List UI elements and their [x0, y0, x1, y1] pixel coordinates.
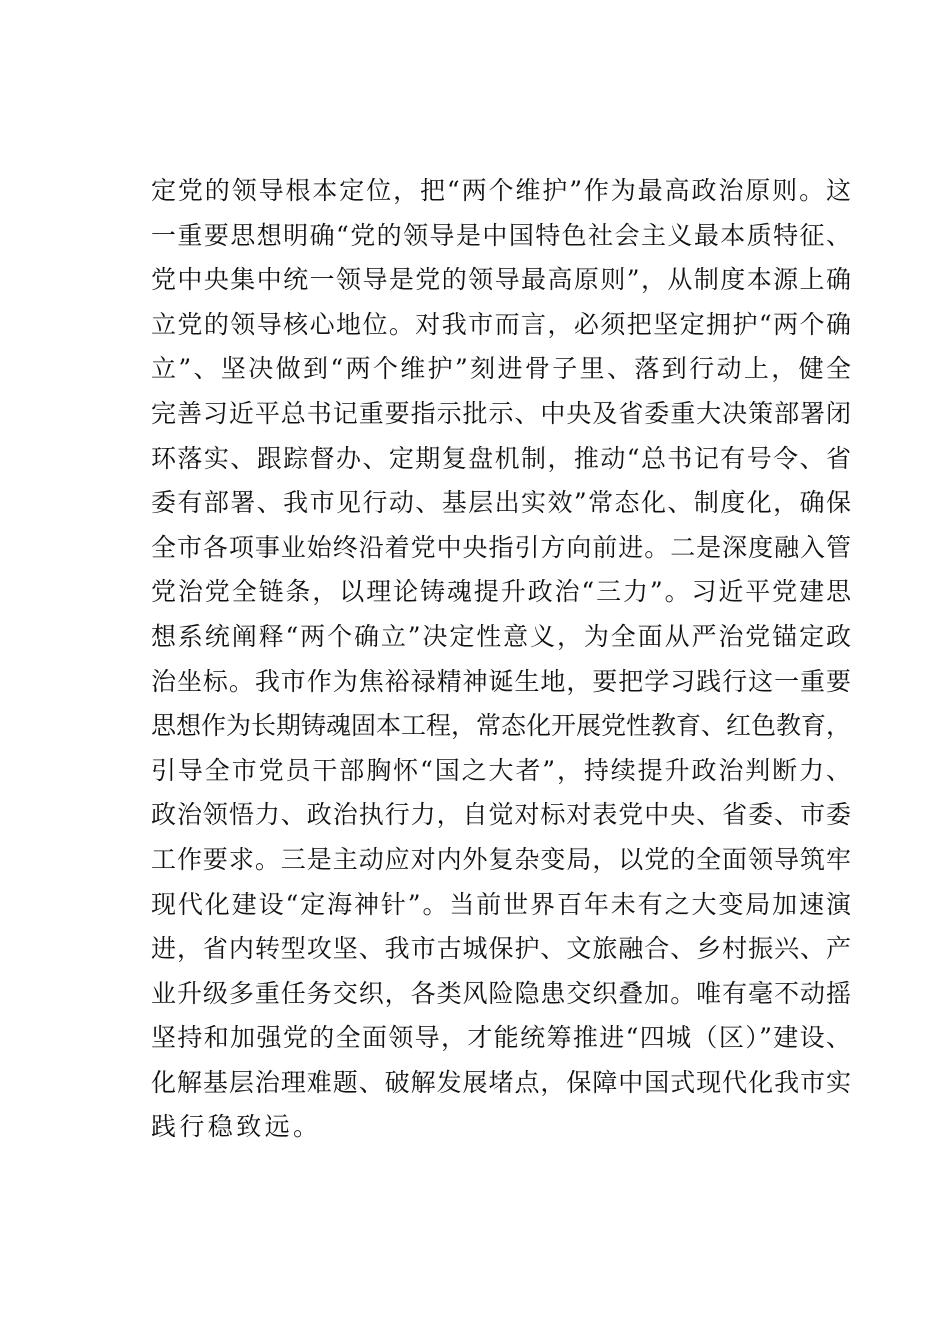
text-line: 定党的领导根本定位，把“两个维护”作为最高政治原则。这: [151, 176, 851, 205]
body-paragraph: [151, 169, 851, 1150]
text-line: 立”、坚决做到“两个维护”刻进骨子里、落到行动上，健全: [151, 354, 851, 384]
text-line: 化解基层治理难题、破解发展堵点，保障中国式现代化我市实: [151, 1067, 851, 1097]
text-line: 一重要思想明确“党的领导是中国特色社会主义最本质特征、: [151, 220, 851, 250]
text-line: 治坐标。我市作为焦裕禄精神诞生地，要把学习践行这一重要: [151, 666, 851, 696]
text-line: 现代化建设“定海神针”。当前世界百年未有之大变局加速演: [151, 889, 851, 919]
text-line: 环落实、跟踪督办、定期复盘机制，推动“总书记有号令、省: [151, 443, 851, 473]
text-line: 思想作为长期铸魂固本工程，常态化开展党性教育、红色教育，: [151, 711, 852, 741]
text-line: 立党的领导核心地位。对我市而言，必须把坚定拥护“两个确: [151, 309, 851, 339]
text-line: 党治党全链条，以理论铸魂提升政治“三力”。习近平党建思: [151, 577, 851, 607]
text-line: 政治领悟力、政治执行力，自觉对标对表党中央、省委、市委: [151, 800, 851, 830]
text-line: 进，省内转型攻坚、我市古城保护、文旅融合、乡村振兴、产: [151, 934, 851, 964]
text-line: 业升级多重任务交织，各类风险隐患交织叠加。唯有毫不动摇: [151, 978, 851, 1008]
text-line: 完善习近平总书记重要指示批示、中央及省委重大决策部署闭: [151, 398, 851, 428]
text-line: 党中央集中统一领导是党的领导最高原则”，从制度本源上确: [151, 265, 851, 295]
text-line: 全市各项事业始终沿着党中央指引方向前进。二是深度融入管: [151, 532, 851, 562]
text-line: 引导全市党员干部胸怀“国之大者”，持续提升政治判断力、: [151, 755, 851, 785]
text-line: 坚持和加强党的全面领导，才能统筹推进“四城（区）”建设、: [151, 1023, 851, 1053]
text-line: 想系统阐释“两个确立”决定性意义，为全面从严治党锚定政: [151, 621, 851, 651]
text-line: 工作要求。三是主动应对内外复杂变局，以党的全面领导筑牢: [151, 844, 851, 874]
text-line-last: 践行稳致远。: [151, 1112, 322, 1142]
text-line: 委有部署、我市见行动、基层出实效”常态化、制度化，确保: [151, 488, 851, 518]
